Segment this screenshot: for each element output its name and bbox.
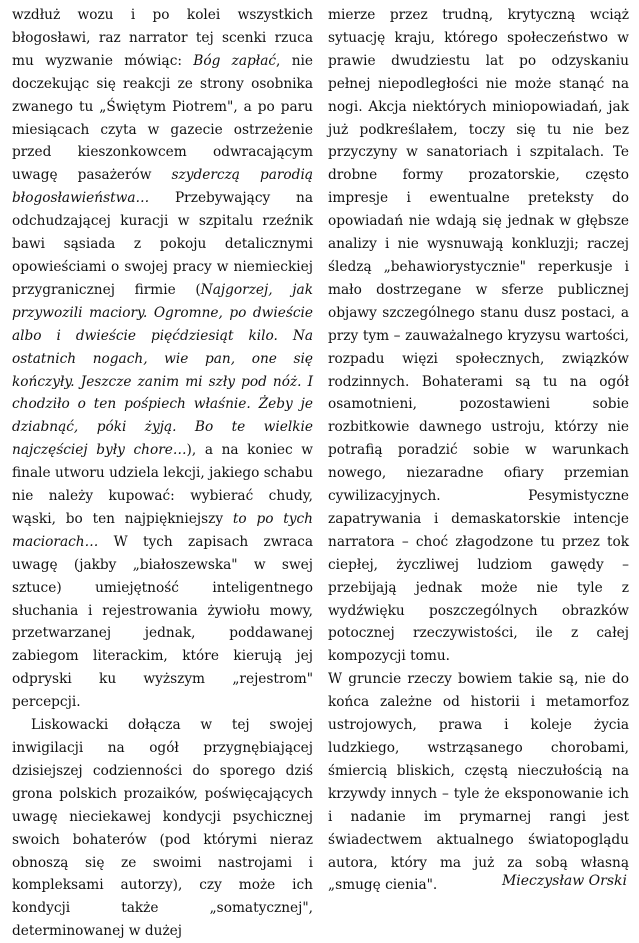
italic-quote: to po tych maciorach… xyxy=(12,510,313,550)
text-run: , nie doczekując się reakcji ze strony osobnika zwanego tu „Świętym Piotrem", a po paru miesiącach czyta w gazecie ostrzeżenie przed kieszonkowcem odwracającym uwagę pasażerów xyxy=(12,52,313,184)
text-columns xyxy=(12,4,629,943)
paragraph-continued: mierze przez trudną, krytyczną wciąż sytuację kraju, którego społeczeństwo w prawie dwudziestu lat po odzyskaniu pełnej niepodległości nie może stanąć na nogi. Akcja niektórych miniopowiadań, jak już podkreślałem, toczy się tu nie bez przyczyny w sanatoriach i szpitalach. Te drobne formy prozatorskie, często impresje i ewentualne preteksty do opowiadań nie wdają się jednak w głębsze analizy i nie wysnuwają konkluzji; raczej śledzą „behawiorystycznie" reperkusje i mało dostrzegane w sferze publicznej objawy szczególnego stanu dusz postaci, a przy tym – zauważalnego kryzysu wartości, rozpadu więzi społecznych, związków rodzinnych. Bohaterami są tu na ogół osamotnieni, pozostawieni sobie rozbitkowie dawnego ustroju, którzy nie potrafią poradzić sobie w warunkach nowego, niezaradne ofiary przemian cywilizacyjnych. Pesymistyczne zapatrywania i demaskatorskie intencje narratora – choć złagodzone tu przez tok ciepłej, życzliwej ludziom gawędy – przebijają jednak może nie tyle z wydźwięku poszczególnych obrazków potocznej rzeczywistości, ile z całej kompozycji tomu. xyxy=(328,7,629,665)
text-run: wzdłuż wozu i po kolei wszystkich błogosławi, raz narrator tej scenki rzuca mu wyzwanie mówiąc: xyxy=(12,7,313,69)
paragraph-continued xyxy=(12,4,313,714)
author-signature: Mieczysław Orski xyxy=(501,873,627,889)
right-column xyxy=(328,4,629,943)
text-run: Przebywający na odchudzającej kuracji w szpitalu rzeźnik bawi sąsiada z pokoju detalicznymi opowieściami o swojej pracy w niemieckiej przygranicznej firmie ( xyxy=(12,190,313,298)
paragraph: W gruncie rzeczy bowiem takie są, nie do końca zależne od historii i metamorfoz ustrojowych, prawa i koleje życia ludzkiego, wstrząsanego chorobami, śmiercią bliskich, częstą nieczułością na krzywdy innych – tyle że eksponowanie ich i nadanie im prymarnej rangi jest świadectwem aktualnego światopoglądu autora, który ma już za sobą własną „smugę cienia". xyxy=(328,671,629,894)
italic-quote: Bóg zapłać xyxy=(193,52,277,69)
text-run: ), a na koniec w finale utworu udziela lekcji, jakiego schabu nie należy kupować: wybierać chudy, wąski, bo ten najpiękniejszy xyxy=(12,442,313,527)
left-column xyxy=(12,4,313,943)
paragraph: Liskowacki dołącza w tej swojej inwigilacji na ogół przygnębiającej dzisiejszej codzienności do sporego dziś grona polskich prozaików, poświęcających uwagę nieciekawej kondycji psychicznej swoich bohaterów (pod którymi nieraz obnoszą się ze swoimi nastrojami i kompleksami autorzy), czy może ich kondycji także „somatycznej", determinowanej w dużej xyxy=(12,717,313,940)
text-run: W tych zapisach zwraca uwagę (jakby „białoszewska" w swej sztuce) umiejętność inteligentnego słuchania i rejestrowania żywiołu mowy, przetwarzanej jednak, poddawanej zabiegom literackim, które kierują jej odpryski ku wyższym „rejestrom" percepcji. xyxy=(12,533,313,711)
italic-quote: szyderczą parodią błogosławieństwa… xyxy=(12,167,313,207)
italic-quote: Najgorzej, jak przywozili maciory. Ogromne, po dwieście albo i dwieście pięćdziesiąt kilo. Na ostatnich nogach, wie pan, one się kończyły. Jeszcze zanim mi szły pod nóż. I chodziło o ten pośpiech właśnie. Żeby je dziabnąć, póki żyją. Bo te wielkie najczęściej były chore… xyxy=(12,281,313,459)
